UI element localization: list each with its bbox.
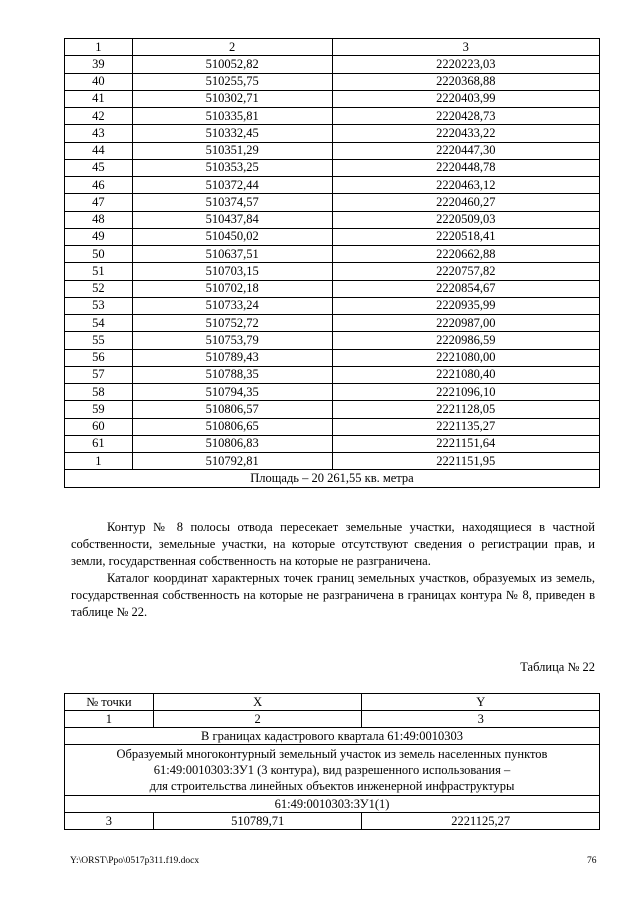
y-coordinate: 2220428,73 <box>332 108 600 125</box>
y-coordinate: 2220987,00 <box>332 315 600 332</box>
point-number: 3 <box>65 813 154 830</box>
x-coordinate: 510806,65 <box>132 418 332 435</box>
description-line: Образуемый многоконтурный земельный участок из земель населенных пунктов <box>116 747 548 761</box>
y-coordinate: 2220757,82 <box>332 263 600 280</box>
y-coordinate: 2221151,95 <box>332 453 600 470</box>
point-number: 40 <box>65 73 133 90</box>
y-coordinate: 2220368,88 <box>332 73 600 90</box>
x-coordinate: 510788,35 <box>132 366 332 383</box>
y-coordinate: 2220460,27 <box>332 194 600 211</box>
table-row <box>65 435 600 452</box>
point-number: 44 <box>65 142 133 159</box>
column-number-1: 1 <box>65 39 133 56</box>
table-row <box>65 90 600 107</box>
table-row <box>65 56 600 73</box>
body-text <box>71 519 595 621</box>
header-y: Y <box>362 694 600 711</box>
y-coordinate: 2220518,41 <box>332 228 600 245</box>
y-coordinate: 2220447,30 <box>332 142 600 159</box>
point-number: 58 <box>65 384 133 401</box>
column-numbers-row <box>65 711 600 728</box>
point-number: 46 <box>65 177 133 194</box>
table-row <box>65 418 600 435</box>
y-coordinate: 2221135,27 <box>332 418 600 435</box>
x-coordinate: 510733,24 <box>132 297 332 314</box>
x-coordinate: 510052,82 <box>132 56 332 73</box>
x-coordinate: 510302,71 <box>132 90 332 107</box>
y-coordinate: 2220662,88 <box>332 246 600 263</box>
description-row <box>65 745 600 796</box>
y-coordinate: 2221151,64 <box>332 435 600 452</box>
y-coordinate: 2220433,22 <box>332 125 600 142</box>
point-number: 60 <box>65 418 133 435</box>
x-coordinate: 510255,75 <box>132 73 332 90</box>
x-coordinate: 510792,81 <box>132 453 332 470</box>
y-coordinate: 2220935,99 <box>332 297 600 314</box>
x-coordinate: 510372,44 <box>132 177 332 194</box>
coordinates-table-22 <box>64 693 600 830</box>
table-row <box>65 401 600 418</box>
x-coordinate: 510789,43 <box>132 349 332 366</box>
point-number: 47 <box>65 194 133 211</box>
y-coordinate: 2221080,40 <box>332 366 600 383</box>
table-row <box>65 349 600 366</box>
table-row <box>65 194 600 211</box>
table-row <box>65 211 600 228</box>
y-coordinate: 2220403,99 <box>332 90 600 107</box>
contour-id: 61:49:0010303:ЗУ1(1) <box>65 796 600 813</box>
point-number: 52 <box>65 280 133 297</box>
x-coordinate: 510752,72 <box>132 315 332 332</box>
table-row <box>65 159 600 176</box>
x-coordinate: 510703,15 <box>132 263 332 280</box>
x-coordinate: 510806,83 <box>132 435 332 452</box>
point-number: 41 <box>65 90 133 107</box>
point-number: 57 <box>65 366 133 383</box>
y-coordinate: 2221096,10 <box>332 384 600 401</box>
point-number: 56 <box>65 349 133 366</box>
x-coordinate: 510806,57 <box>132 401 332 418</box>
table-row <box>65 332 600 349</box>
table-row <box>65 453 600 470</box>
cadastral-quarter: В границах кадастрового квартала 61:49:0010303 <box>65 728 600 745</box>
column-number-2: 2 <box>153 711 362 728</box>
column-number-2: 2 <box>132 39 332 56</box>
point-number: 51 <box>65 263 133 280</box>
x-coordinate: 510335,81 <box>132 108 332 125</box>
x-coordinate: 510374,57 <box>132 194 332 211</box>
coordinates-table-contour-8 <box>64 38 600 488</box>
x-coordinate: 510702,18 <box>132 280 332 297</box>
x-coordinate: 510353,25 <box>132 159 332 176</box>
point-number: 53 <box>65 297 133 314</box>
y-coordinate: 2220509,03 <box>332 211 600 228</box>
table-header-row <box>65 694 600 711</box>
x-coordinate: 510637,51 <box>132 246 332 263</box>
x-coordinate: 510753,79 <box>132 332 332 349</box>
y-coordinate: 2220986,59 <box>332 332 600 349</box>
table-row <box>65 125 600 142</box>
point-number: 50 <box>65 246 133 263</box>
table-row <box>65 280 600 297</box>
paragraph-contour-description: Контур № 8 полосы отвода пересекает земельные участки, находящиеся в частной собственности, земельные участки, на которые отсутствуют сведения о регистрации прав, и земли, государственная собственность на которые не разграничена. <box>71 520 595 568</box>
column-number-3: 3 <box>332 39 600 56</box>
paragraph-catalog-reference: Каталог координат характерных точек границ земельных участков, образуемых из земель, государственная собственность на которые не разграничена в границах контура № 8, приведен в таблице № 22. <box>71 571 595 619</box>
point-number: 59 <box>65 401 133 418</box>
table-row <box>65 108 600 125</box>
x-coordinate: 510437,84 <box>132 211 332 228</box>
table-row <box>65 228 600 245</box>
page-number: 76 <box>587 856 597 866</box>
x-coordinate: 510450,02 <box>132 228 332 245</box>
column-number-3: 3 <box>362 711 600 728</box>
y-coordinate: 2220463,12 <box>332 177 600 194</box>
y-coordinate: 2220854,67 <box>332 280 600 297</box>
point-number: 1 <box>65 453 133 470</box>
contour-row <box>65 796 600 813</box>
point-number: 39 <box>65 56 133 73</box>
header-x: X <box>153 694 362 711</box>
point-number: 43 <box>65 125 133 142</box>
table-row <box>65 73 600 90</box>
table-row <box>65 177 600 194</box>
table-row <box>65 297 600 314</box>
table-row <box>65 246 600 263</box>
table-row <box>65 384 600 401</box>
point-number: 55 <box>65 332 133 349</box>
column-number-1: 1 <box>65 711 154 728</box>
point-number: 48 <box>65 211 133 228</box>
y-coordinate: 2221125,27 <box>362 813 600 830</box>
description-line: 61:49:0010303:ЗУ1 (3 контура), вид разрешенного использования – <box>153 763 511 777</box>
table-row <box>65 315 600 332</box>
quarter-row <box>65 728 600 745</box>
x-coordinate: 510351,29 <box>132 142 332 159</box>
y-coordinate: 2220448,78 <box>332 159 600 176</box>
land-plot-description <box>65 745 600 796</box>
table-row <box>65 142 600 159</box>
area-total: Площадь – 20 261,55 кв. метра <box>65 470 600 487</box>
description-line: для строительства линейных объектов инженерной инфраструктуры <box>149 779 515 793</box>
table-header-row <box>65 39 600 56</box>
y-coordinate: 2220223,03 <box>332 56 600 73</box>
point-number: 45 <box>65 159 133 176</box>
x-coordinate: 510794,35 <box>132 384 332 401</box>
footer-file-path: Y:\ORST\Ppo\0517p311.f19.docx <box>70 856 200 866</box>
x-coordinate: 510332,45 <box>132 125 332 142</box>
header-point-number: № точки <box>65 694 154 711</box>
point-number: 61 <box>65 435 133 452</box>
y-coordinate: 2221128,05 <box>332 401 600 418</box>
area-row <box>65 470 600 487</box>
table-caption: Таблица № 22 <box>520 660 595 674</box>
table-row <box>65 263 600 280</box>
point-number: 54 <box>65 315 133 332</box>
table-row <box>65 366 600 383</box>
point-number: 42 <box>65 108 133 125</box>
table-row <box>65 813 600 830</box>
point-number: 49 <box>65 228 133 245</box>
y-coordinate: 2221080,00 <box>332 349 600 366</box>
x-coordinate: 510789,71 <box>153 813 362 830</box>
